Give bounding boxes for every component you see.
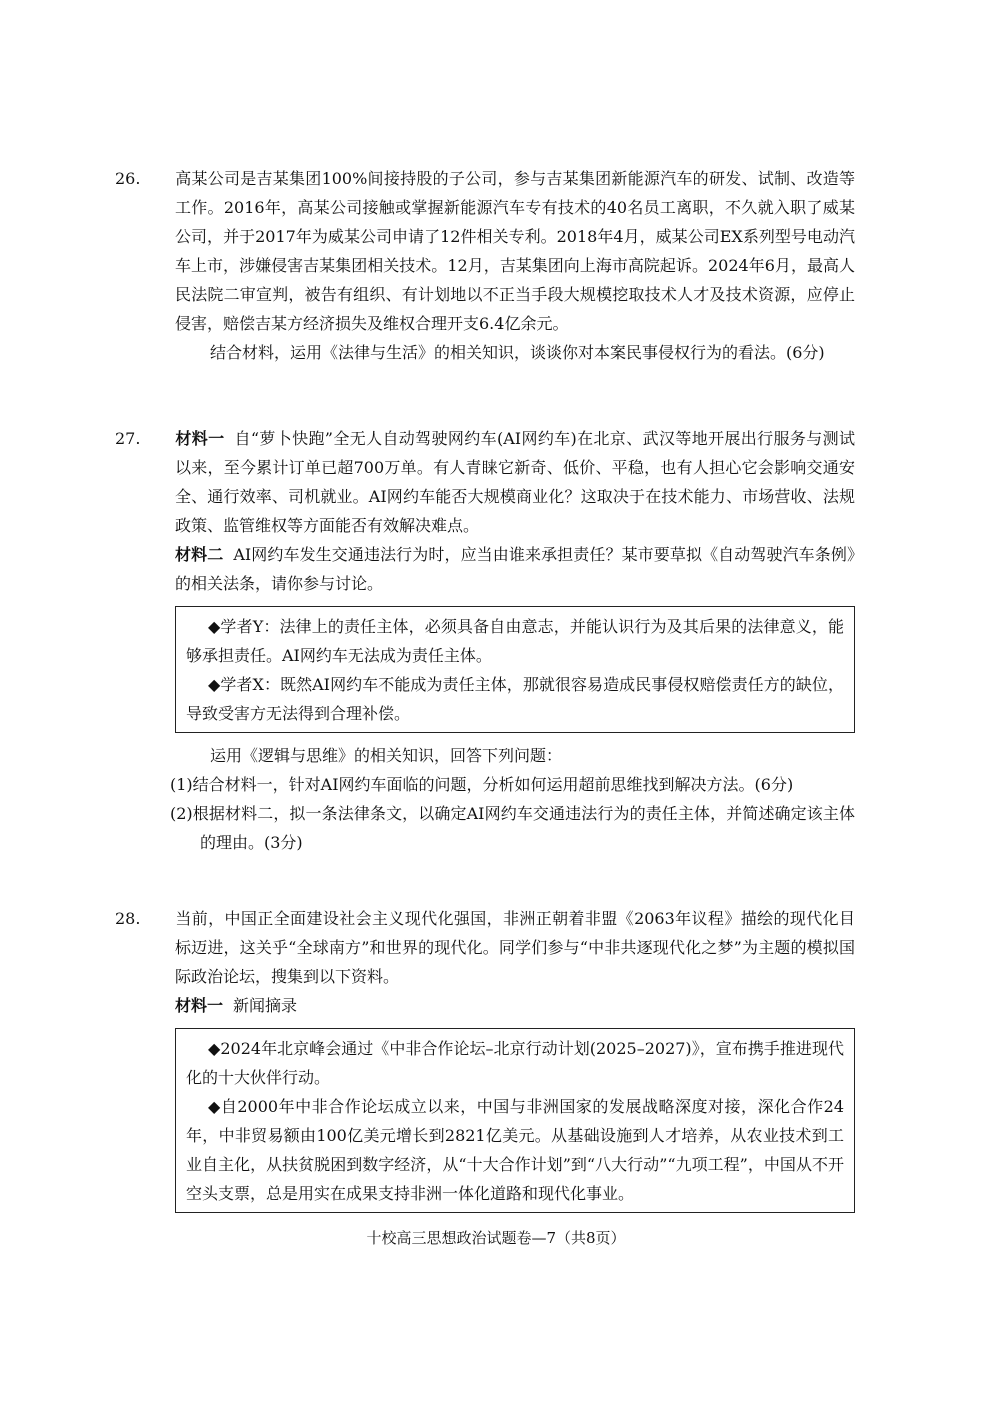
question-26-text [115,164,855,338]
question-28-material-1-heading [145,991,855,1020]
question-26-material: 高某公司是吉某集团100%间接持股的子公司，参与吉某集团新能源汽车的研发、试制、改造等工作。2016年，高某公司接触或掌握新能源汽车专有技术的40名员工离职，不久就入职了威某公司，并于2017年为威某公司申请了12件相关专利。2018年4月，威某公司EX系列型号电动汽车上市，涉嫌侵害吉某集团相关技术。12月，吉某集团向上海市高院起诉。2024年6月，最高人民法院二审宣判，被告有组织、有计划地以不正当手段大规模挖取技术人才及技术资源，应停止侵害，赔偿吉某方经济损失及维权合理开支6.4亿余元。 [175,169,855,333]
material-label: 材料一 [175,429,225,448]
material-label: 材料二 [175,545,224,564]
scholar-x-opinion: ◆学者X：既然AI网约车不能成为责任主体，那就很容易造成民事侵权赔偿责任方的缺位，导致受害方无法得到合理补偿。 [186,675,844,723]
question-number: 28. [115,909,141,928]
question-27 [115,424,855,857]
question-27-material-2 [145,540,855,598]
news-excerpt-box [175,1028,855,1213]
question-28-intro: 当前，中国正全面建设社会主义现代化强国，非洲正朝着非盟《2063年议程》描绘的现代化目标迈进，这关乎“全球南方”和世界的现代化。同学们参与“中非共逐现代化之梦”为主题的模拟国际政治论坛，搜集到以下资料。 [175,909,855,986]
scholar-opinions-box [175,606,855,733]
material-1-title: 新闻摘录 [233,996,298,1015]
news-item-2: ◆自2000年中非合作论坛成立以来，中国与非洲国家的发展战略深度对接，深化合作24年，中非贸易额由100亿美元增长到2821亿美元。从基础设施到人才培养，从农业技术到工业自主化，从扶贫脱困到数字经济，从“十大合作计划”到“八大行动”“九项工程”，中国从不开空头支票，总是用实在成果支持非洲一体化道路和现代化事业。 [186,1097,844,1203]
question-26-prompt: 结合材料，运用《法律与生活》的相关知识，谈谈你对本案民事侵权行为的看法。(6分) [210,343,825,362]
material-2-text: AI网约车发生交通违法行为时，应当由谁来承担责任？某市要草拟《自动驾驶汽车条例》的相关法条，请你参与讨论。 [175,545,855,593]
material-1-text: 自“萝卜快跑”全无人自动驾驶网约车(AI网约车)在北京、武汉等地开展出行服务与测试以来，至今累计订单已超700万单。有人青睐它新奇、低价、平稳，也有人担心它会影响交通安全、通行效率、司机就业。AI网约车能否大规模商业化？这取决于在技术能力、市场营收、法规政策、监管维权等方面能否有效解决难点。 [175,429,855,535]
question-27-intro: 运用《逻辑与思维》的相关知识，回答下列问题： [210,746,563,765]
question-28 [115,904,855,1221]
material-label: 材料一 [175,996,224,1015]
question-26 [115,164,855,367]
page-footer: 十校高三思想政治试题卷—7（共8页） [366,1229,626,1247]
question-27-sub-2: (2)根据材料二，拟一条法律条文，以确定AI网约车交通违法行为的责任主体，并简述确定该主体的理由。(3分) [170,804,855,852]
question-27-material-1 [115,424,855,540]
news-item-1: ◆2024年北京峰会通过《中非合作论坛–北京行动计划(2025–2027)》，宣布携手推进现代化的十大伙伴行动。 [186,1039,844,1087]
question-number: 27. [115,429,141,448]
question-number: 26. [115,169,141,188]
question-28-text [115,904,855,991]
question-27-sub-1: (1)结合材料一，针对AI网约车面临的问题，分析如何运用超前思维找到解决方法。(6分) [170,775,794,794]
scholar-y-opinion: ◆学者Y：法律上的责任主体，必须具备自由意志，并能认识行为及其后果的法律意义，能够承担责任。AI网约车无法成为责任主体。 [186,617,844,665]
